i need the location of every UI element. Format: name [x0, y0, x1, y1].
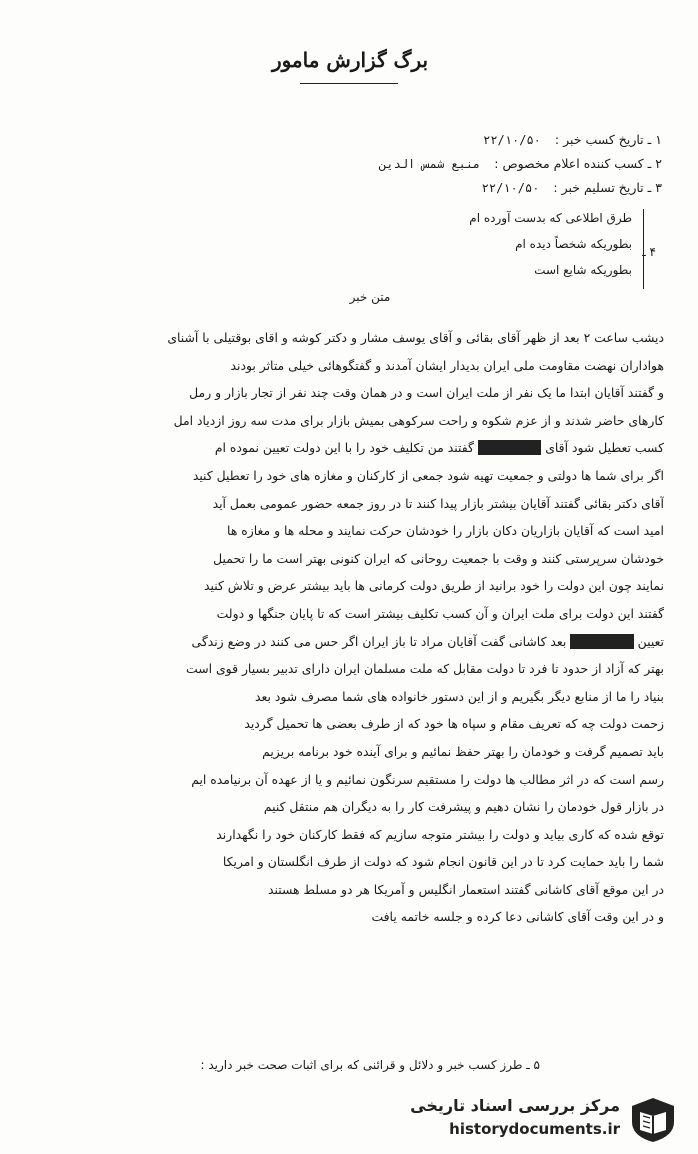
body-line: رسم است که در اثر مطالب ها دولت را مستقیم سرنگون نمائیم و یا از عهده آن برنیامده ایم [191, 771, 664, 787]
receipt-bracket [637, 209, 644, 289]
body-line: اگر برای شما ها دولتی و جمعیت تهیه شود جمعی از کارکنان و مغازه های خود را تعطیل کنید [192, 467, 664, 483]
report-meta [342, 128, 662, 200]
report-subhead: متن خبر [349, 290, 391, 304]
report-body [44, 324, 664, 931]
body-line: گفتند این دولت برای ملت ایران و آن کسب تکلیف بیشتر است که تا پایان جنگها و دولت [216, 605, 664, 621]
body-line: خودشان سرپرستی کنند و وقت با جمعیت روحانی که ایران کنونی بهتر است ما را تحمیل [213, 550, 664, 566]
body-line: شما را باید حمایت کرد تا در این قانون انجام شود که دولت از طرف انگلستان و امریکا [222, 854, 664, 870]
watermark-name: مرکز بررسی اسناد تاریخی [410, 1096, 620, 1115]
body-line: و گفتند آقایان ابتدا ما یک نفر از ملت ایران است و در همان وقت چند نفر از تجار بازار و رمل [189, 385, 664, 401]
receipt-item: بطوریکه شایع است [534, 263, 632, 277]
book-shield-icon [628, 1096, 678, 1144]
body-line: آقای دکتر بقائی گفتند آقایان بیشتر بازار پیدا کنند تا در روز جمعه حضور عمومی بعمل آید [212, 495, 664, 511]
body-line: زحمت دولت چه که تعریف مقام و سپاه ها خود که از طرف بعضی ها تحمیل گردید [244, 716, 664, 732]
footer-note: ۵ ـ طرز کسب خبر و دلائل و قرائنی که برای اثبات صحت خبر دارید : [200, 1058, 540, 1072]
archive-watermark [394, 1092, 684, 1148]
meta-date-submitted: ۳ ـ تاریخ تسلیم خبر : ۲۲/۱۰/۵۰ [481, 180, 662, 195]
meta-source: ۲ ـ کسب کننده اعلام مخصوص : منبع شمس الدین [379, 156, 662, 171]
redaction-mark: XXXXXXX [479, 440, 540, 456]
body-line: کارهای حاضر شدند و از عزم شکوه و راحت سرکوهی بمیش بازار برای مدت سه روز ازدیاد امل [173, 412, 664, 428]
receipt-item: طرق اطلاعی که بدست آورده ام [469, 211, 632, 225]
body-line: تعیین XXXXXXX بعد کاشانی گفت آقایان مراد تا باز ایران اگر حس می کنند در وضع زندگی [191, 633, 664, 649]
receipt-number: ۴ ـ [642, 245, 656, 259]
body-line: در بازار قول خودمان را نشان دهیم و پیشرفت کار را به دیگران هم منتقل کنیم [263, 799, 664, 815]
body-line: و در این وقت آقای کاشانی دعا کرده و جلسه خاتمه یافت [371, 909, 664, 925]
body-line: هواداران نهضت مقاومت ملی ایران بدیدار ایشان آمدند و گفتگوهائی خیلی متاثر بودند [230, 357, 664, 373]
redaction-mark: XXXXXXX [572, 633, 632, 649]
meta-date-received: ۱ ـ تاریخ کسب خبر : ۲۲/۱۰/۵۰ [483, 132, 662, 147]
receipt-item: بطوریکه شخصاً دیده ام [515, 237, 632, 251]
body-line: توقع شده که کاری بیاید و دولت را بیشتر متوجه سازیم که فقط کارکنان خود را نگهدارند [216, 826, 664, 842]
body-line: باید تصمیم گرفت و خودمان را بهتر حفظ نمائیم و برای آینده خود برنامه بریزیم [262, 743, 664, 759]
body-line: بهتر که آزاد از حدود تا فرد تا دولت مقابل که ملت مسلمان ایران دارای تدبیر بسیار قوی است [186, 661, 664, 677]
body-line: امید است که آقایان بازاریان دکان بازار را خودشان حرکت نمایند و محله ها و مغازه ها [227, 523, 664, 539]
body-line: در این موقع آقای کاشانی گفتند استعمار انگلیس و آمریکا هر دو مسلط هستند [268, 881, 664, 897]
body-line: نمایند چون این دولت را خود برانید از طریق دولت کرمانی ها باید بیشتر عرض و تلاش کنید [203, 578, 664, 594]
document-title: برگ گزارش مامور [271, 48, 429, 72]
body-line: دیشب ساعت ۲ بعد از ظهر آقای بقائی و آقای یوسف مشار و دکتر کوشه و اقای بوقتیلی با آشنای [167, 330, 664, 345]
watermark-site: historydocuments.ir [449, 1120, 620, 1138]
title-underline [300, 83, 398, 84]
body-line: بنیاد را ما از منابع دیگر بگیریم و از این دستور خانواده های شما مصرف شود بعد [254, 688, 664, 704]
body-line: کسب تعطیل شود آقای XXXXXXX گفتند من تکلیف خود را با این دولت تعیین نموده ام [214, 440, 664, 456]
